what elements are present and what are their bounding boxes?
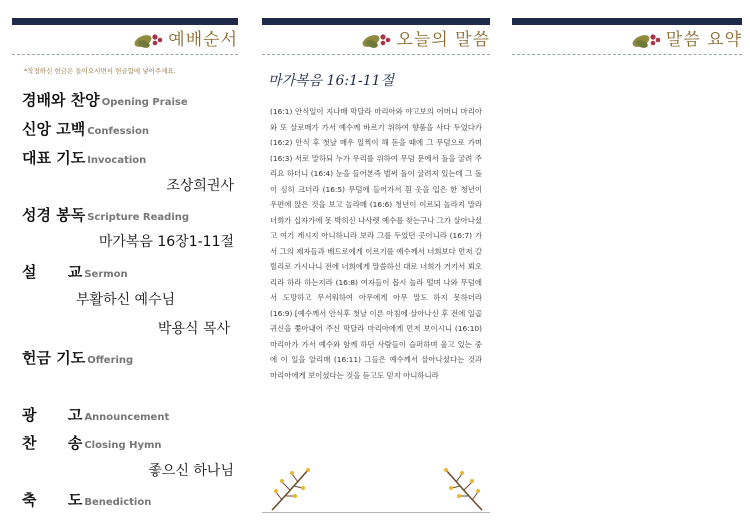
passage-text: (16:1) 안식일이 지나매 막달라 마리아와 야고보의 어머니 마리아와 또 살로메가 가서 예수께 바르기 위하여 향품을 사다 두었다가 (16:2) 안식 후 첫날 매우 일찍이 해 돋을 때에 그 무덤으로 가며 (16:3) 서로 말하되 누가 우리를 위하여 무덤 문에서 돌을 굴려 주리요 하더니 (16:4) 눈을 들어본즉 벌써 돌이 굴려져 있는데 그 돌이 심히 크더라 (16:5) 무덤에 들어가서 흰 옷을 입은 한 청년이 우편에 앉은 것을 보고 놀라매 (16:6) 청년이 이르되 놀라지 말라 너희가 십자가에 못 박히신 나사렛 예수를 찾는구나 그가 살아나셨고 여기 계시지 아니하니라 보라 그를 두었던 곳이니라 (16:7) 가서 그의 제자들과 베드로에게 이르기를 예수께서 너희보다 먼저 갈릴리로 가시나니 전에 너희에게 말씀하신 대로 너희가 거기서 뵈오리라 하라 하는지라 (16:8) 여자들이 몹시 놀라 떨며 나와 무덤에서 도망하고 무서워하여 아무에게 아무 말도 하지 못하더라 (16:9) [예수께서 안식후 첫날 이른 아침에 살아나신 후 전에 일곱 귀신을 쫓아내어 주신 막달라 마리아에게 먼저 보이시니 (16:10) 마리아가 가서 예수와 함께 하던 사람들이 슬퍼하며 울고 있는 중에 이 일을 알리매 (16:11) 그들은 예수께서 살아나셨다는 것과 마리아에게 보이셨다는 것을 듣고도 믿지 아니하니라 — [270, 107, 482, 380]
preacher: 박용식 목사 — [157, 321, 230, 337]
panel-title: 오늘의 말씀 — [396, 30, 490, 50]
closing-hymn-title: 좋으신 하나님 — [148, 463, 234, 479]
item-english: Scripture Reading — [87, 212, 190, 223]
item-english: Invocation — [87, 155, 147, 166]
order-item — [22, 118, 149, 139]
divider — [512, 54, 742, 55]
item-english: Announcement — [84, 412, 170, 423]
item-english: Sermon — [84, 269, 128, 280]
order-item — [22, 147, 146, 168]
order-item — [22, 204, 189, 225]
divider — [262, 54, 490, 55]
todays-word-panel — [262, 0, 490, 530]
top-bar — [262, 18, 490, 25]
flower-sprig-icon — [442, 466, 486, 512]
leaf-berry-icon — [362, 29, 394, 51]
scripture-reference: 마가복음 16장1-11절 — [98, 234, 234, 250]
item-korean: 성경 봉독 — [22, 206, 86, 224]
order-item — [22, 347, 133, 368]
item-korean: 헌금 기도 — [22, 349, 86, 367]
order-item — [22, 489, 151, 510]
order-item — [22, 89, 188, 110]
divider — [12, 54, 238, 55]
order-item — [22, 432, 162, 453]
item-english: Benediction — [84, 497, 152, 508]
panel-title: 말씀 요약 — [665, 30, 742, 50]
item-english: Confession — [87, 126, 149, 137]
sermon-summary-panel — [512, 0, 742, 530]
item-korean: 축 도 — [22, 491, 83, 509]
order-item — [22, 261, 128, 282]
worship-order-panel — [12, 0, 238, 530]
invocation-leader: 조상희권사 — [166, 178, 234, 194]
panel-title: 예배순서 — [168, 30, 238, 50]
leaf-berry-icon — [632, 29, 664, 51]
passage-title: 마가복음 16:1-11절 — [268, 73, 395, 89]
item-english: Offering — [87, 355, 134, 366]
panel-header — [262, 28, 490, 52]
panel-header — [12, 28, 238, 52]
sermon-title: 부활하신 예수님 — [76, 292, 176, 308]
item-english: Opening Praise — [101, 97, 188, 108]
order-item — [22, 404, 169, 425]
offering-note: *작정하신 헌금은 들어오시면서 헌금함에 넣어주세요. — [24, 67, 176, 75]
top-bar — [12, 18, 238, 25]
item-korean: 경배와 찬양 — [22, 91, 100, 109]
item-korean: 설 교 — [22, 263, 83, 281]
bottom-divider — [262, 512, 490, 513]
panel-header — [512, 28, 742, 52]
item-korean: 신앙 고백 — [22, 120, 86, 138]
item-korean: 대표 기도 — [22, 149, 86, 167]
item-english: Closing Hymn — [84, 440, 162, 451]
item-korean: 찬 송 — [22, 434, 83, 452]
top-bar — [512, 18, 742, 25]
flower-sprig-icon — [268, 466, 312, 512]
leaf-berry-icon — [134, 29, 166, 51]
item-korean: 광 고 — [22, 406, 83, 424]
